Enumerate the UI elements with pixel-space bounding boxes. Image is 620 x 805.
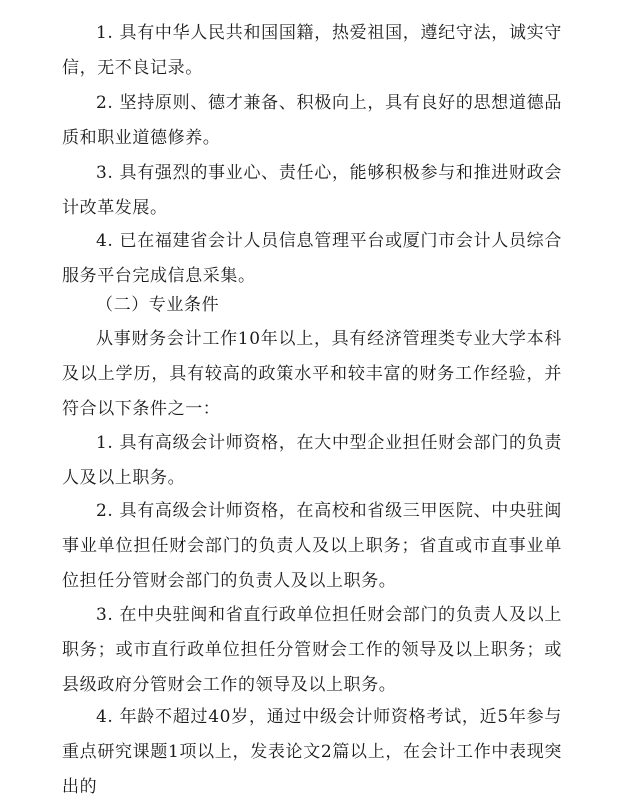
professional-item-2: 2. 具有高级会计师资格，在高校和省级三甲医院、中央驻闽事业单位担任财会部门的负责人及以上职务；省直或市直事业单位担任分管财会部门的负责人及以上职务。 — [62, 501, 562, 591]
general-item-4: 4. 已在福建省会计人员信息管理平台或厦门市会计人员综合服务平台完成信息采集。 — [62, 231, 562, 286]
section-intro: 从事财务会计工作10年以上，具有经济管理类专业大学本科及以上学历，具有较高的政策水平和较丰富的财务工作经验，并符合以下条件之一： — [62, 329, 562, 419]
professional-item-4: 4. 年龄不超过40岁，通过中级会计师资格考试，近5年参与重点研究课题1项以上，发表论文2篇以上，在会计工作中表现突出的 — [62, 707, 562, 797]
general-item-3: 3. 具有强烈的事业心、责任心，能够积极参与和推进财政会计改革发展。 — [62, 163, 562, 218]
general-item-2: 2. 坚持原则、德才兼备、积极向上，具有良好的思想道德品质和职业道德修养。 — [62, 93, 562, 148]
professional-item-1: 1. 具有高级会计师资格，在大中型企业担任财会部门的负责人及以上职务。 — [62, 433, 562, 488]
professional-item-3: 3. 在中央驻闽和省直行政单位担任财会部门的负责人及以上职务；或市直行政单位担任分管财会工作的领导及以上职务；或县级政府分管财会工作的领导及以上职务。 — [62, 605, 562, 695]
section-heading: （二）专业条件 — [96, 295, 220, 315]
general-item-1: 1. 具有中华人民共和国国籍，热爱祖国，遵纪守法，诚实守信，无不良记录。 — [62, 23, 562, 78]
